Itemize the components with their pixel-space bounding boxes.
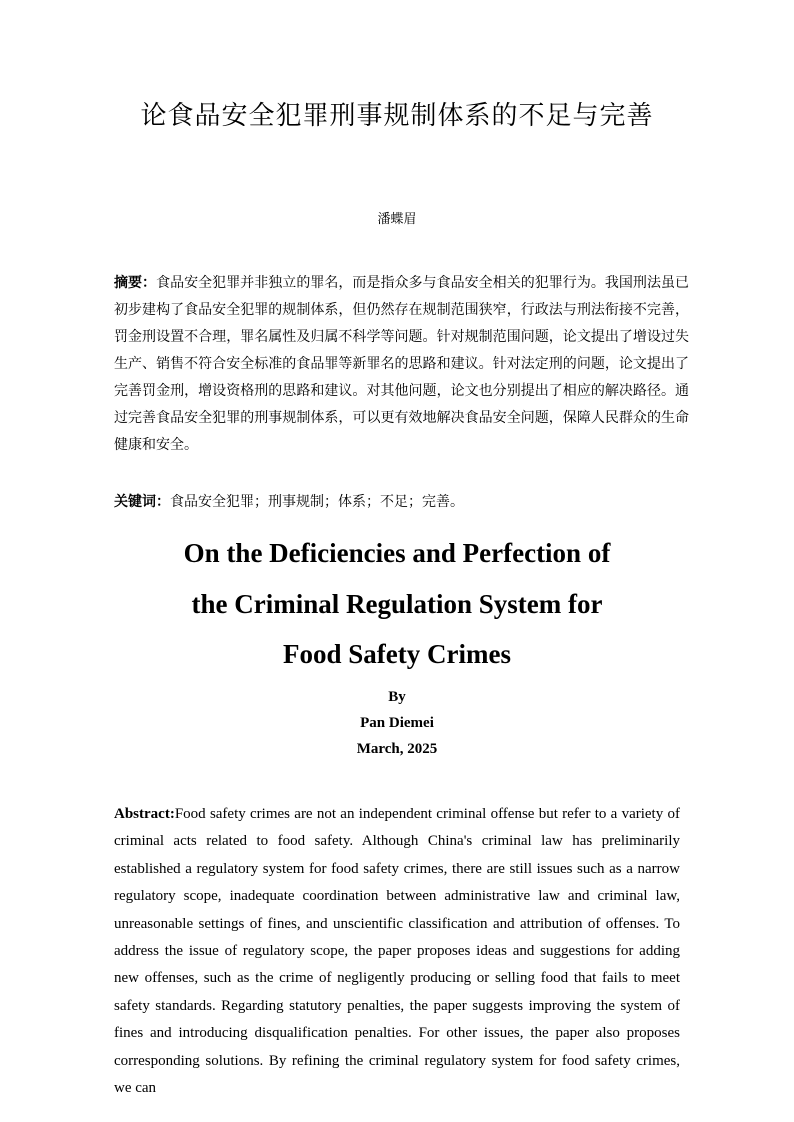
chinese-abstract-label: 摘要： bbox=[114, 275, 157, 291]
chinese-keywords-text: 食品安全犯罪；刑事规制；体系；不足；完善。 bbox=[170, 494, 464, 510]
english-abstract bbox=[114, 801, 680, 1102]
chinese-keywords bbox=[114, 489, 689, 516]
english-author: Pan Diemei bbox=[360, 715, 434, 731]
english-date: March, 2025 bbox=[356, 741, 438, 757]
english-title bbox=[0, 528, 794, 680]
english-title-line-3: Food Safety Crimes bbox=[283, 639, 511, 669]
english-abstract-label: Abstract: bbox=[114, 806, 175, 822]
english-by-line: By bbox=[388, 689, 406, 705]
chinese-keywords-label: 关键词： bbox=[114, 494, 170, 510]
english-title-line-2: the Criminal Regulation System for bbox=[191, 588, 603, 619]
english-title-line-1: On the Deficiencies and Perfection of bbox=[183, 538, 611, 568]
chinese-abstract-text: 食品安全犯罪并非独立的罪名，而是指众多与食品安全相关的犯罪行为。我国刑法虽已初步建构了食品安全犯罪的规制体系，但仍然存在规制范围狭窄，行政法与刑法衔接不完善，罚金刑设置不合理，罪名属性及归属不科学等问题。针对规制范围问题，论文提出了增设过失生产、销售不符合安全标准的食品罪等新罪名的思路和建议。针对法定刑的问题，论文提出了完善罚金刑，增设资格刑的思路和建议。对其他问题，论文也分别提出了相应的解决路径。通过完善食品安全犯罪的刑事规制体系，可以更有效地解决食品安全问题，保障人民群众的生命健康和安全。 bbox=[114, 275, 690, 453]
english-abstract-text: Food safety crimes are not an independent criminal offense but refer to a variety of criminal acts related to food safety. Although China's criminal law has preliminarily established a regulatory system for food safety crimes, there are still issues such as a narrow regulatory scope, inadequate coordination between administrative law and criminal law, unreasonable settings of fines, and unscientific classification and attribution of offenses. To address the issue of regulatory scope, the paper proposes ideas and suggestions for adding new offenses, such as the crime of negligently producing or selling food that fails to meet safety standards. Regarding statutory penalties, the paper suggests improving the system of fines and introducing disqualification penalties. For other issues, the paper also proposes corresponding solutions. By refining the criminal regulatory system for food safety crimes, we can bbox=[114, 806, 680, 1097]
chinese-abstract bbox=[114, 270, 689, 459]
chinese-author: 潘蝶眉 bbox=[377, 212, 417, 227]
chinese-title: 论食品安全犯罪刑事规制体系的不足与完善 bbox=[140, 101, 654, 131]
